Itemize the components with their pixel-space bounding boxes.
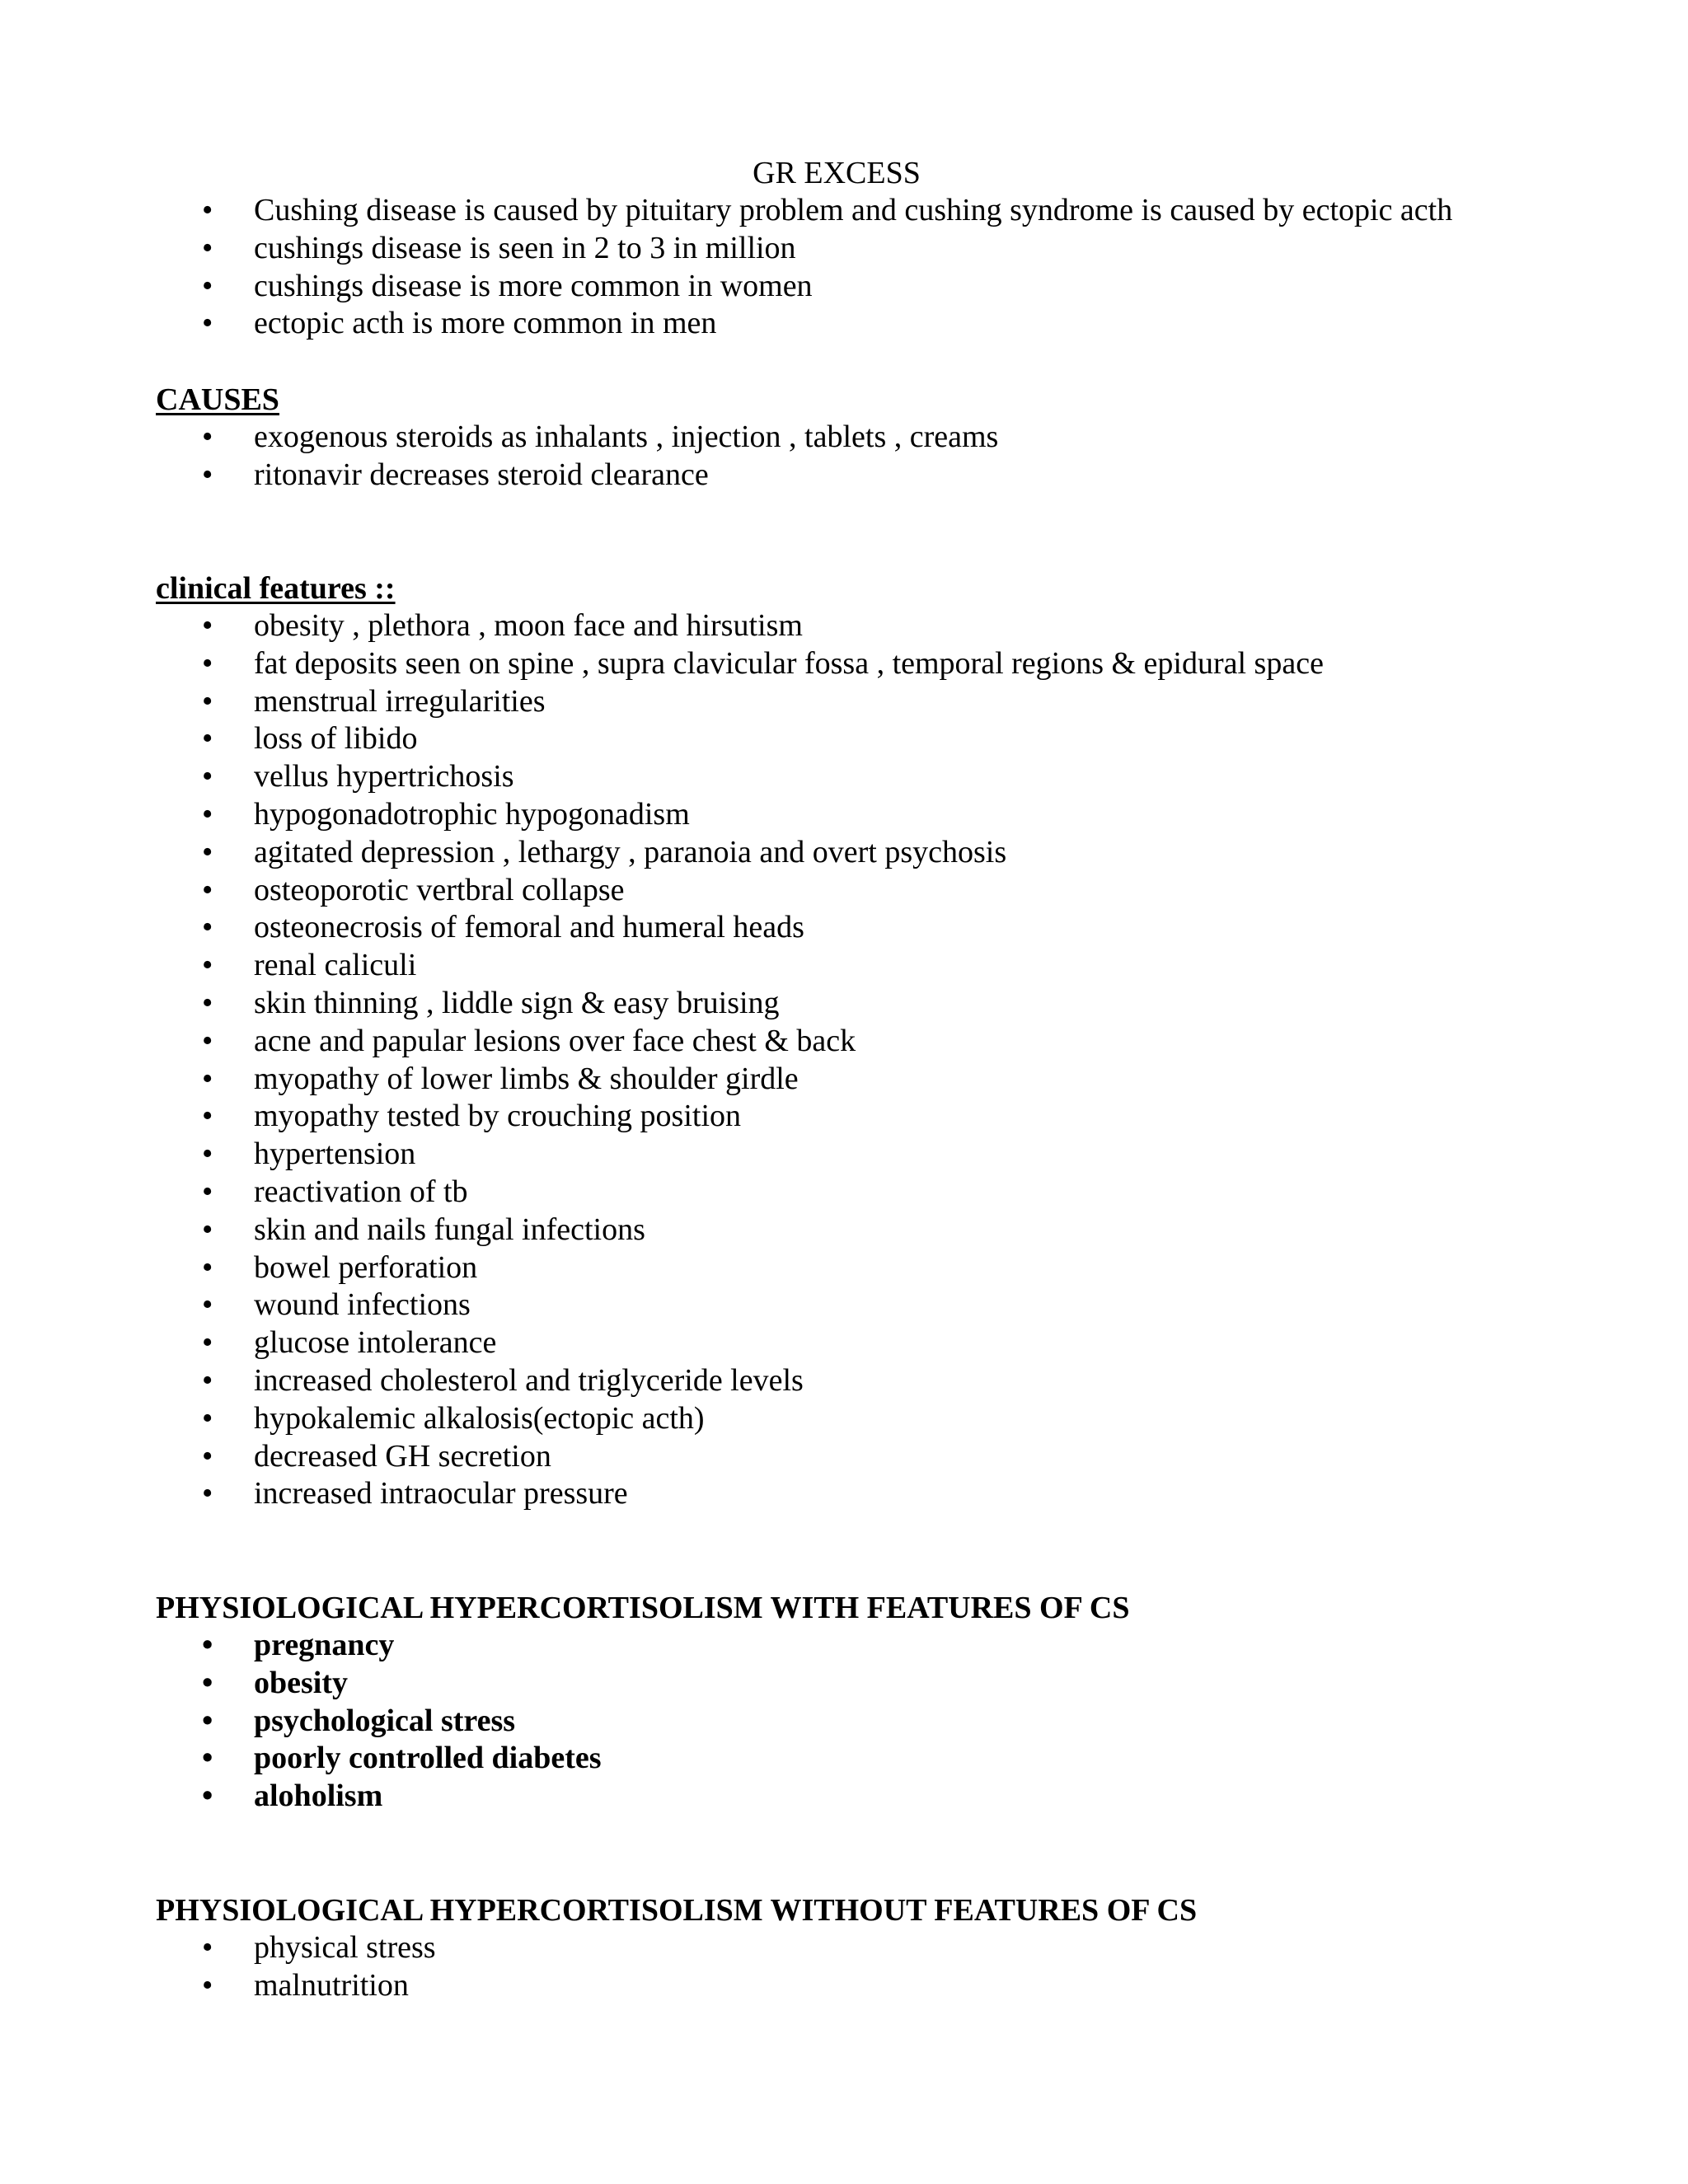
list-item-text: Cushing disease is caused by pituitary problem and cushing syndrome is caused by ectopic acth <box>254 193 1453 227</box>
clinical-features-heading: clinical features :: <box>156 571 396 606</box>
bullet-icon: • <box>202 910 213 945</box>
bullet-icon: • <box>202 1400 213 1436</box>
bullet-icon: • <box>202 1741 213 1776</box>
list-item-text: bowel perforation <box>254 1249 478 1285</box>
list-item <box>156 1212 1639 1249</box>
bullet-icon: • <box>202 1476 213 1511</box>
list-item <box>156 1438 1639 1476</box>
list-item <box>156 1400 1639 1438</box>
bullet-icon: • <box>202 193 213 227</box>
without-features-list <box>156 1929 1639 2005</box>
list-item <box>156 268 1639 306</box>
list-item-text: obesity <box>254 1665 348 1700</box>
without-features-heading: PHYSIOLOGICAL HYPERCORTISOLISM WITHOUT FEATURES OF CS <box>156 1893 1198 1928</box>
list-item-text: fat deposits seen on spine , supra clavicular fossa , temporal regions & epidural space <box>254 645 1324 681</box>
list-item-text: menstrual irregularities <box>254 683 546 719</box>
list-item <box>156 1098 1639 1136</box>
list-item-text: myopathy tested by crouching position <box>254 1099 742 1134</box>
list-item <box>156 230 1639 268</box>
list-item <box>156 1778 1639 1816</box>
list-item-text: hypogonadotrophic hypogonadism <box>254 796 690 832</box>
list-item <box>156 1967 1639 2005</box>
list-item-text: ectopic acth is more common in men <box>254 306 717 341</box>
bullet-icon: • <box>202 985 213 1020</box>
list-item-text: hypertension <box>254 1137 416 1172</box>
without-features-section <box>156 1891 1639 2005</box>
causes-heading: CAUSES <box>156 382 279 417</box>
bullet-icon: • <box>202 1137 213 1172</box>
list-item <box>156 834 1639 872</box>
bullet-icon: • <box>202 230 213 265</box>
bullet-icon: • <box>202 683 213 719</box>
list-item-text: psychological stress <box>254 1703 516 1738</box>
list-item <box>156 1324 1639 1362</box>
list-item-text: skin thinning , liddle sign & easy bruising <box>254 985 780 1020</box>
bullet-icon: • <box>202 834 213 869</box>
bullet-icon: • <box>202 608 213 643</box>
list-item-text: obesity , plethora , moon face and hirsutism <box>254 608 803 643</box>
bullet-icon: • <box>202 1099 213 1134</box>
list-item-text: wound infections <box>254 1287 471 1323</box>
list-item <box>156 1362 1639 1400</box>
list-item <box>156 1061 1639 1099</box>
list-item-text: cushings disease is more common in women <box>254 268 813 303</box>
list-item-text: agitated depression , lethargy , paranoia and overt psychosis <box>254 834 1007 869</box>
document-title: GR EXCESS <box>753 156 921 190</box>
bullet-icon: • <box>202 1930 213 1965</box>
list-item-text: renal caliculi <box>254 948 417 983</box>
list-item <box>156 1475 1639 1513</box>
list-item-text: vellus hypertrichosis <box>254 759 514 794</box>
list-item-text: increased intraocular pressure <box>254 1476 628 1511</box>
bullet-icon: • <box>202 1023 213 1058</box>
list-item-text: myopathy of lower limbs & shoulder girdle <box>254 1061 799 1096</box>
bullet-icon: • <box>202 419 213 454</box>
list-item <box>156 796 1639 834</box>
list-item-text: aloholism <box>254 1779 383 1814</box>
list-item-text: acne and papular lesions over face chest & back <box>254 1023 856 1058</box>
list-item <box>156 1174 1639 1212</box>
bullet-icon: • <box>202 645 213 681</box>
clinical-features-section <box>156 569 1639 1513</box>
bullet-icon: • <box>202 457 213 492</box>
bullet-icon: • <box>202 796 213 832</box>
causes-section <box>156 381 1639 494</box>
causes-list <box>156 419 1639 494</box>
list-item-text: pregnancy <box>254 1628 395 1662</box>
list-item <box>156 1740 1639 1778</box>
bullet-icon: • <box>202 759 213 794</box>
bullet-icon: • <box>202 1665 213 1700</box>
with-features-section <box>156 1589 1639 1816</box>
list-item-text: ritonavir decreases steroid clearance <box>254 457 709 492</box>
bullet-icon: • <box>202 1061 213 1096</box>
list-item <box>156 720 1639 758</box>
list-item-text: hypokalemic alkalosis(ectopic acth) <box>254 1400 705 1436</box>
bullet-icon: • <box>202 872 213 907</box>
bullet-icon: • <box>202 1362 213 1398</box>
list-item <box>156 607 1639 645</box>
bullet-icon: • <box>202 1287 213 1323</box>
bullet-icon: • <box>202 1703 213 1738</box>
list-item <box>156 872 1639 910</box>
bullet-icon: • <box>202 1628 213 1662</box>
list-item-text: loss of libido <box>254 721 418 757</box>
list-item <box>156 1249 1639 1287</box>
list-item-text: decreased GH secretion <box>254 1438 551 1474</box>
bullet-icon: • <box>202 268 213 303</box>
list-item-text: increased cholesterol and triglyceride levels <box>254 1362 804 1398</box>
list-item <box>156 1627 1639 1665</box>
bullet-icon: • <box>202 1779 213 1814</box>
list-item <box>156 1286 1639 1324</box>
list-item <box>156 758 1639 796</box>
list-item-text: physical stress <box>254 1930 436 1965</box>
clinical-features-list <box>156 607 1639 1513</box>
list-item-text: reactivation of tb <box>254 1174 468 1209</box>
bullet-icon: • <box>202 948 213 983</box>
list-item-text: osteoporotic vertbral collapse <box>254 872 625 907</box>
intro-section <box>156 192 1639 343</box>
list-item-text: exogenous steroids as inhalants , injection , tablets , creams <box>254 419 999 454</box>
list-item <box>156 909 1639 947</box>
list-item-text: osteonecrosis of femoral and humeral heads <box>254 910 804 945</box>
list-item-text: malnutrition <box>254 1967 409 2003</box>
with-features-list <box>156 1627 1639 1816</box>
intro-list <box>156 192 1639 343</box>
list-item <box>156 683 1639 721</box>
list-item <box>156 1929 1639 1967</box>
with-features-heading: PHYSIOLOGICAL HYPERCORTISOLISM WITH FEATURES OF CS <box>156 1591 1130 1625</box>
list-item-text: poorly controlled diabetes <box>254 1741 602 1776</box>
bullet-icon: • <box>202 1438 213 1474</box>
list-item-text: cushings disease is seen in 2 to 3 in million <box>254 230 796 265</box>
bullet-icon: • <box>202 721 213 757</box>
list-item <box>156 419 1639 457</box>
list-item <box>156 645 1639 683</box>
bullet-icon: • <box>202 1212 213 1247</box>
list-item <box>156 192 1639 230</box>
list-item <box>156 985 1639 1023</box>
list-item <box>156 305 1639 343</box>
bullet-icon: • <box>202 1174 213 1209</box>
list-item <box>156 947 1639 985</box>
bullet-icon: • <box>202 306 213 341</box>
bullet-icon: • <box>202 1967 213 2003</box>
list-item <box>156 1136 1639 1174</box>
list-item-text: skin and nails fungal infections <box>254 1212 645 1247</box>
bullet-icon: • <box>202 1325 213 1361</box>
list-item <box>156 1023 1639 1061</box>
bullet-icon: • <box>202 1249 213 1285</box>
list-item <box>156 1665 1639 1703</box>
list-item-text: glucose intolerance <box>254 1325 497 1361</box>
list-item <box>156 1703 1639 1741</box>
list-item <box>156 457 1639 494</box>
